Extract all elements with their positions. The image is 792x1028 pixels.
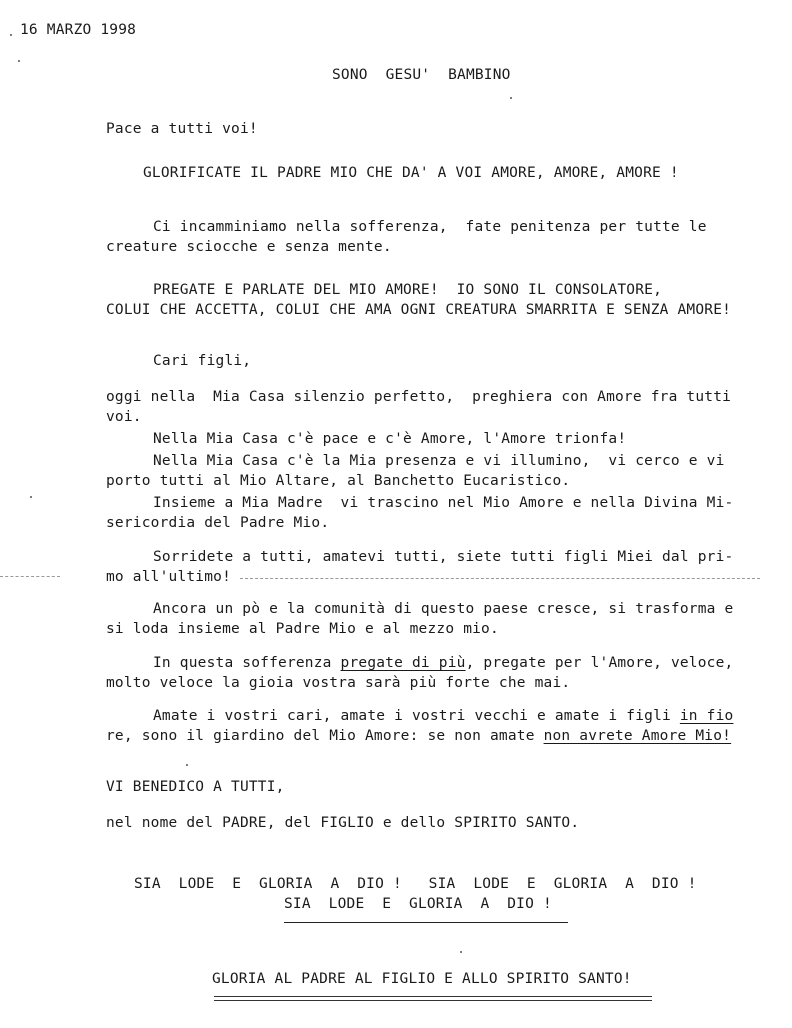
- body-p2: Nella Mia Casa c'è pace e c'è Amore, l'Amore trionfa!: [153, 431, 627, 447]
- scan-speck: [460, 951, 462, 953]
- scan-speck: [186, 764, 188, 766]
- body-p3-line-2: porto tutti al Mio Altare, al Banchetto Eucaristico.: [106, 473, 571, 489]
- intro-line-2: creature sciocche e senza mente.: [106, 239, 392, 255]
- exhortation: GLORIFICATE IL PADRE MIO CHE DA' A VOI AMORE, AMORE, AMORE !: [143, 165, 679, 181]
- p8-line2-underlined: non avrete Amore Mio!: [543, 728, 732, 744]
- praise-line-2: SIA LODE E GLORIA A DIO !: [284, 896, 552, 912]
- doxology-double-rule: [214, 996, 652, 1001]
- body-p8-line-2: [106, 728, 731, 745]
- body-p4-line-2: sericordia del Padre Mio.: [106, 515, 330, 531]
- scan-speck: [18, 60, 20, 62]
- body-p6-line-2: si loda insieme al Padre Mio e al mezzo mio.: [106, 621, 499, 637]
- body-p5-line-2: mo all'ultimo!: [106, 569, 232, 585]
- body-p8-line-1: [153, 708, 733, 725]
- body-p5-line-1: Sorridete a tutti, amatevi tutti, siete tutti figli Miei dal pri-: [153, 549, 734, 565]
- p7-underlined: pregate di più: [340, 655, 466, 671]
- p8-line1-underlined: in fio: [679, 708, 734, 724]
- scan-streak: [240, 578, 760, 579]
- body-p3-line-1: Nella Mia Casa c'è la Mia presenza e vi illumino, vi cerco e vi: [153, 453, 725, 469]
- blessing-line-2: nel nome del PADRE, del FIGLIO e dello SPIRITO SANTO.: [106, 815, 580, 831]
- p8-line1-pre: Amate i vostri cari, amate i vostri vecchi e amate i figli: [153, 708, 680, 724]
- blessing-line-1: VI BENEDICO A TUTTI,: [106, 779, 285, 795]
- p8-line2-pre: re, sono il giardino del Mio Amore: se non amate: [106, 728, 544, 744]
- intro-line-1: Ci incamminiamo nella sofferenza, fate penitenza per tutte le: [153, 219, 707, 235]
- doxology: GLORIA AL PADRE AL FIGLIO E ALLO SPIRITO SANTO!: [212, 971, 632, 987]
- praise-underline: [284, 922, 568, 923]
- salutation: Cari figli,: [153, 353, 252, 369]
- p7-post: , pregate per l'Amore, veloce,: [465, 655, 734, 671]
- body-p4-line-1: Insieme a Mia Madre vi trascino nel Mio Amore e nella Divina Mi-: [153, 495, 734, 511]
- scan-margin-mark: [0, 576, 60, 577]
- scan-speck: [510, 97, 512, 99]
- praise-line-1: SIA LODE E GLORIA A DIO ! SIA LODE E GLORIA A DIO !: [134, 876, 697, 892]
- body-p7-line-1: [153, 655, 733, 672]
- scan-speck: [30, 496, 32, 498]
- body-p1-line-2: voi.: [106, 409, 142, 425]
- document-title: SONO GESU' BAMBINO: [332, 67, 511, 83]
- prayer-call-line-1: PREGATE E PARLATE DEL MIO AMORE! IO SONO IL CONSOLATORE,: [153, 282, 662, 298]
- body-p1-line-1: oggi nella Mia Casa silenzio perfetto, preghiera con Amore fra tutti: [106, 389, 732, 405]
- document-date: 16 MARZO 1998: [20, 22, 137, 38]
- body-p6-line-1: Ancora un pò e la comunità di questo paese cresce, si trasforma e: [153, 601, 734, 617]
- scan-speck: [10, 34, 12, 36]
- prayer-call-line-2: COLUI CHE ACCETTA, COLUI CHE AMA OGNI CREATURA SMARRITA E SENZA AMORE!: [106, 302, 732, 318]
- body-p7-line-2: molto veloce la gioia vostra sarà più forte che mai.: [106, 675, 571, 691]
- greeting: Pace a tutti voi!: [106, 121, 258, 137]
- p7-pre: In questa sofferenza: [153, 655, 341, 671]
